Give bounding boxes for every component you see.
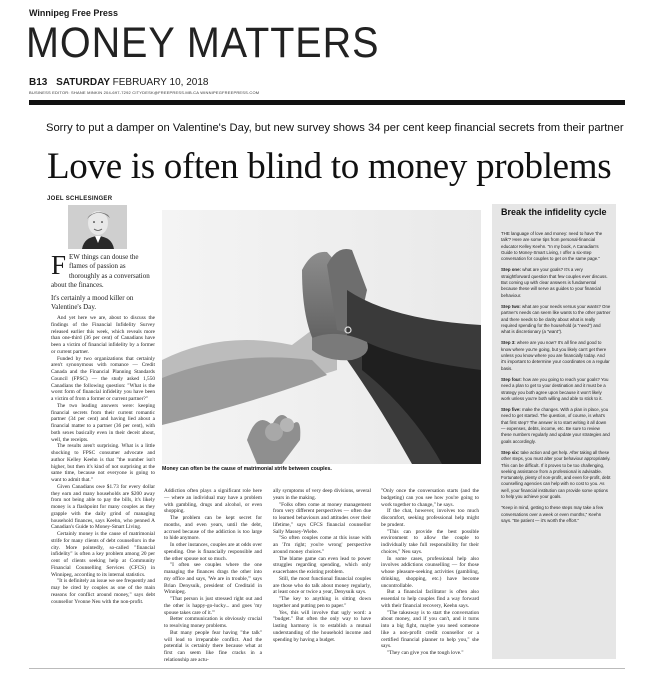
author-headshot bbox=[68, 205, 127, 249]
paragraph: "I often see couples where the one managing the finances drags the other into my office and says, 'We are in trouble,'" says Brian Denysuik, president of Creditaid in Winnipeg. bbox=[164, 562, 262, 596]
masthead-rule bbox=[29, 100, 625, 105]
paragraph: "Folks often come at money management from very different perspectives — often due to learned behaviours and attitudes over their lifetime," says CFCS financial counsellor Sally Massey-Wiebe. bbox=[273, 501, 371, 535]
lede-text-2: It's certainly a mood killer on Valentine's Day. bbox=[51, 293, 134, 312]
sidebar-step bbox=[501, 267, 611, 298]
hands-photo bbox=[162, 210, 481, 464]
paragraph: But many people fear having "the talk" will lead to irreparable conflict. And the potential is certainly there because what at first can seem like fine cracks in a relationship are actu- bbox=[164, 629, 262, 663]
contact-line: BUSINESS EDITOR: SHANE MINKIN 204-697-7292 CITYDESK@FREEPRESS.MB.CA WINNIPEGFREEPRESS.COM bbox=[29, 90, 260, 95]
step-label: Step five: bbox=[501, 407, 521, 413]
step-text: take action and get help. After taking all these other steps, you must alter your behaviour appropriately. This can be difficult. If it proves to be too challenging, seeking assistance from a professional is advisable. Fortunately, plenty of non-profit, and even for-profit, debt counselling agencies can help with no cost to you. As well, your financial institution can provide some options to help you achieve your goals. bbox=[501, 449, 611, 499]
paragraph: Given Canadians owe $1.73 for every dollar they earn and many households are $200 away from not being able to pay the bills, it's likely money is a flashpoint for many couples as they grapple with the daily grind of managing household finances, says Keehn, who penned A Canadian's Guide to Money-Smart Living. bbox=[51, 483, 155, 531]
sidebar-step bbox=[501, 304, 611, 335]
sidebar-title: Break the infidelity cycle bbox=[501, 207, 607, 217]
issue-date: FEBRUARY 10, 2018 bbox=[112, 77, 209, 88]
page-bottom-rule bbox=[29, 668, 625, 669]
step-text: how are you going to reach your goals? You need a plan to get to your destination and it must be a strategy you both agree upon because it won't likely work unless you're both willing and able to stick to it. bbox=[501, 376, 609, 401]
sidebar-step bbox=[501, 407, 611, 445]
paragraph: The two leading answers were: keeping financial secrets from their current romantic partner (34 per cent) and having lied about a financial matter to a partner (36 per cent), with both sexes basically even in their deceit about, well, the receipts. bbox=[51, 402, 155, 443]
step-label: Step one: bbox=[501, 267, 522, 273]
article-column-3 bbox=[273, 488, 371, 643]
paragraph: ally symptoms of very deep divisions, several years in the making. bbox=[273, 488, 371, 501]
newspaper-name: Winnipeg Free Press bbox=[29, 8, 118, 18]
photo-caption: Money can often be the cause of matrimonial strife between couples. bbox=[162, 466, 332, 472]
paragraph: If the chat, however, involves too much discomfort, seeking professional help might be prudent. bbox=[381, 508, 479, 528]
paragraph: And yet here we are, about to discuss the findings of the Financial Infidelity Survey released earlier this week, which reveals more than one-third (36 per cent) of Canadians have been a victim of financial infidelity by a former or current partner. bbox=[51, 315, 155, 355]
paragraph: The results aren't surprising. What is a little shocking to FPSC consumer advocate and author Kelley Keehn is that "the number isn't higher, but then it's kind of not surprising at the same time, because not everyone is going to want to admit that." bbox=[51, 443, 155, 483]
paragraph: Better communication is obviously crucial to resolving money problems. bbox=[164, 616, 262, 629]
paragraph: "It is definitely an issue we see frequently and may be cited by couples as one of the main reasons for conflict around money," says debt counsellor Yvonne Neu with the non-profit. bbox=[51, 578, 155, 605]
article-deck: Sorry to put a damper on Valentine's Day, but new survey shows 34 per cent keep financial secrets from their partner bbox=[46, 122, 624, 134]
step-text: what are your goals? It's a very straightforward question that few couples ever discuss. But coming up with clear answers is fundamental because these will serve as guides to your financial behaviour. bbox=[501, 267, 608, 298]
paragraph: "The key to anything is sitting down together and putting pen to paper." bbox=[273, 596, 371, 609]
paragraph: "The takeaway is to start the conversation about money, and if you can't, and it turns into a big fight, maybe you need someone like a non-profit credit counsellor or a certified financial planner to help you," she says. bbox=[381, 609, 479, 650]
paragraph: The blame game can even lead to power struggles regarding spending, which only exacerbates the existing problem. bbox=[273, 555, 371, 575]
lede-text: EW things can douse the flames of passion as thoroughly as a conversation about the finances. bbox=[51, 253, 150, 290]
step-label: Step 3: bbox=[501, 340, 516, 346]
paragraph: Addiction often plays a significant role here — where an individual may have a problem with gambling, drugs and alcohol, or even shopping. bbox=[164, 488, 262, 515]
paragraph: The problem can be kept secret for months, and even years, until the debt, accrued because of the addiction is too large to hide anymore. bbox=[164, 515, 262, 542]
drop-cap: F bbox=[51, 250, 67, 280]
paragraph: "They can give you the tough love." bbox=[387, 650, 464, 656]
paragraph: Certainly money is the cause of matrimonial strife for many clients of debt counsellors in the city. More pointedly, so-called "financial infidelity" is often a key problem among 20 per cent of clients seeking help at Community Financial Counselling Services (CFCS) in Winnipeg, according to its internal statistics. bbox=[51, 531, 155, 578]
paragraph: "Only once the conversation starts (and the budgeting) can you see how you're going to work together to change," he says. bbox=[381, 488, 479, 508]
article-column-2 bbox=[164, 488, 262, 664]
step-text: where are you now? It's all fine and good to know where you're going, but you likely can't get there unless you know where you are financially today. And it's important to determine your coordinates on a regular basis. bbox=[501, 340, 610, 371]
paragraph: Funded by two organizations that certainly aren't synonymous with romance — Credit Canada and the Financial Planning Standards Council (FPSC) — the study asked 1,550 Canadians the following question: "What is the worst form of financial infidelity you have been a victim of from a former or current partner?" bbox=[51, 355, 155, 402]
paragraph: "This can provide the best possible environment to allow the couple to individually take full responsibility for their choices," Neu says. bbox=[381, 528, 479, 555]
paragraph: Yes, this will involve that ugly word: a "budget." But often the only way to have lasting harmony is to establish a mutual understanding of the household income and spending by having a budget. bbox=[273, 609, 371, 643]
step-label: Step four: bbox=[501, 376, 522, 382]
step-text: make the changes. With a plan in place, you need to get started. The question, of course, is what's that first step? The answer is to start writing it all down — expenses, debts, income, etc. Be sure to review these numbers regularly and update your strategies and goals accordingly. bbox=[501, 407, 610, 444]
sidebar-closing: "Keep in mind, getting to these steps may take a few conversations over a week or even months," Keehn says. "Be patient — it's worth the effort." bbox=[501, 505, 604, 523]
article-lede bbox=[51, 250, 158, 312]
paragraph: "That person is just stressed right out and the other is happy-go-lucky... and goes 'my spouse takes care of it.'" bbox=[164, 596, 262, 616]
article-column-1 bbox=[51, 315, 155, 605]
paragraph: In some cases, professional help also involves addictions counselling — for those whose pleasure-seeking activities (gambling, drinking, shopping, etc.) have become uncontrollable. bbox=[381, 555, 479, 589]
step-text: what are your needs versus your wants? One partner's needs can seem like wants to the other partner and there needs to be clarity about what is really required spending for the household (a "need") and what is discretionary (a "want"). bbox=[501, 303, 611, 335]
article-byline: JOEL SCHLESINGER bbox=[47, 196, 113, 202]
sidebar-body bbox=[501, 231, 611, 529]
paragraph: "So often couples come at this issue with an 'I'm right; you're wrong' perspective around money choices." bbox=[273, 535, 371, 555]
paragraph: But a financial facilitator is often also essential to help couples find a way forward with their financial recovery, Keehn says. bbox=[381, 589, 479, 609]
issue-day: SATURDAY bbox=[56, 77, 110, 88]
step-label: Step six: bbox=[501, 449, 520, 455]
article-column-4 bbox=[381, 488, 479, 657]
step-label: Step two: bbox=[501, 303, 521, 309]
article-headline: Love is often blind to money problems bbox=[47, 146, 612, 187]
sidebar-intro: THE language of love and money: need to have 'the talk'? Here are some tips from personal-financial educator Kelley Keehn. "In my book, A Canadian's Guide to Money-Smart Living, I offer a six-step conversation for couples to get on the same page." bbox=[501, 231, 603, 262]
sidebar-step bbox=[501, 340, 611, 371]
section-title: MONEY MATTERS bbox=[26, 19, 380, 67]
sidebar-step bbox=[501, 377, 611, 402]
issue-line bbox=[29, 77, 208, 88]
paragraph: Still, the most functional financial couples are those who do talk about money regularly, at least once or twice a year, Denysuik says. bbox=[273, 575, 371, 596]
paragraph: In other instances, couples are at odds over spending. One is financially responsible and the other spouse not so much. bbox=[164, 542, 262, 562]
sidebar-step bbox=[501, 450, 611, 500]
page-number: B13 bbox=[29, 77, 48, 88]
